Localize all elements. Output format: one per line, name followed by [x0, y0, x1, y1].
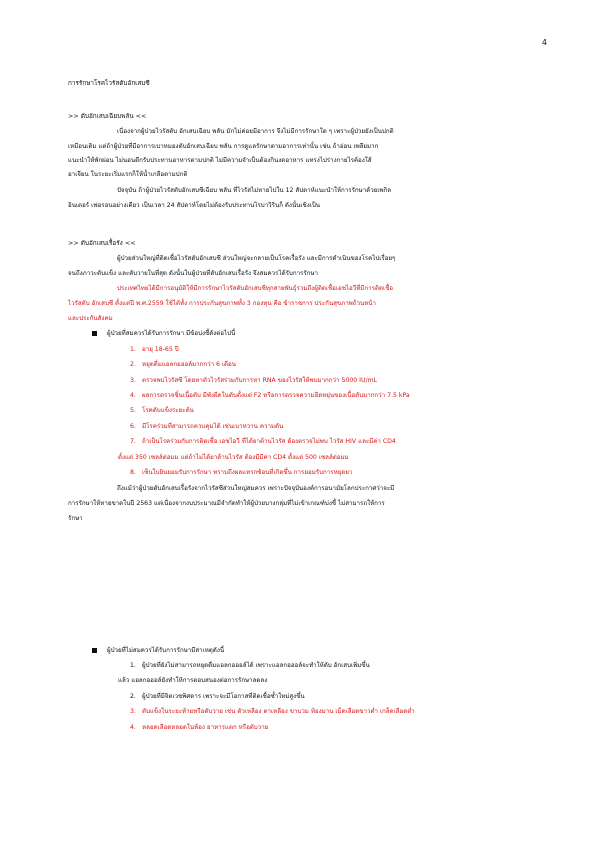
- criteria-item: 1. อายุ 18-65 ปี: [130, 346, 179, 353]
- highlight-paragraph-line: ไวรัสตับ อักเสบซี ตั้งแต่ปี พ.ศ.2559 ใช้ได้ทั้ง การประกันสุขภาพทั้ง 3 กองทุน คือ ข้าราชการ ประกันสุขภาพถ้วนหน้า: [68, 300, 376, 307]
- exclusion-item: 2. ผู้ป่วยที่มีจิตเวชพิศดาร เพราะจะมีโอกาสที่ติดเชื้อซ้ำใหม่สูงขึ้น: [130, 693, 305, 700]
- criteria-item: 5. โรคตับแข็งระยะต้น: [130, 407, 194, 414]
- document-title: การรักษาโรคไวรัสตับอักเสบซี: [68, 79, 150, 87]
- exclusion-item: 3. ตับแข็งในระยะท้ายหรือตับวาย เช่น ตัวเหลือง ตาเหลือง ขาบวม ท้องมาน เม็ดเลือดขาวต่ำ เกล็ดเลือดต่ำ: [130, 708, 415, 715]
- criteria-heading: ผู้ป่วยที่สมควรได้รับการรักษา มีข้อบ่งชี้ดังต่อไปนี้: [107, 330, 236, 337]
- criteria-item: 7. ถ้าเป็นโรคร่วมกับการติดเชื้อ เอชไอวี ที่ได้ยาต้านไวรัส ต้องตรวจไม่พบ ไวรัส HIV และมีค่า CD4: [130, 438, 396, 445]
- criteria-item-continuation: ตั้งแต่ 350 เซลล์ต่อมม แต่ถ้าไม่ได้ยาต้านไวรัส ต้องมีมีค่า CD4 ตั้งแต่ 500 เซลล์ต่อมม: [118, 454, 349, 461]
- criteria-item: 3. ตรวจพบไวรัสซี โดยหาตัวไวรัสร่วมกับการหา RNA ของไวรัสให้พบมากกว่า 5000 IU/mL: [130, 377, 378, 384]
- criteria-item: 8. เซ็นใบยินยอมรับการรักษา ทราบถึงผลแทรกซ้อนที่เกิดขึ้น การยอมรับการหยุดยา: [130, 469, 353, 476]
- bullet-icon: [92, 648, 97, 653]
- paragraph-line: รักษา: [68, 515, 83, 522]
- exclusion-item: 1. ผู้ป่วยที่ยังไม่สามารถหยุดดื่มแอลกอฮอล์ได้ เพราะแอลกอฮอล์จะทำให้ตับ อักเสบเพิ่มขึ้น: [130, 662, 370, 669]
- exclusion-item-continuation: แล้ว แอลกอฮอล์ยังทำให้การตอบสนองต่อการรักษาลดลง: [118, 677, 268, 684]
- paragraph-line: เหมือนเดิม แต่ถ้าผู้ป่วยที่มีอาการเบาหมองตับอักเสบเฉียบ พลัน การดูแลรักษาตามอาการเท่านั้น เช่น ถ้าอ่อน เพลียมาก: [68, 143, 379, 150]
- criteria-item: 6. มีโรคร่วมที่สามารถควบคุมได้ เช่นเบาหวาน ความดัน: [130, 423, 284, 430]
- paragraph-line: อาเจียน ในระยะเริ่มแรกก็ให้น้ำเกลือตามปกติ: [68, 171, 188, 178]
- page-number: 4: [541, 38, 547, 47]
- highlight-paragraph-line: และประกันสังคม: [68, 315, 113, 322]
- paragraph-line: แนะนำให้พักผ่อน ไม่นอนดึกรับประทานอาหารตามปกติ ไม่มีความจำเป็นต้องกินงดอาหาร แทรงไปร่างกายไรค้องใส้: [68, 157, 372, 164]
- paragraph-line: จนถึงภาวะตับแข็ง และตับวายในที่สุด ดังนั้นในผู้ป่วยที่ตับอักเสบเรื้อรัง จึงสมควรได้รับการรักษา: [68, 270, 319, 277]
- paragraph-line: ถึงแม้ว่าผู้ป่วยตับอักเสบเรื้อรังจากไวรัสซีส่วนใหญ่สมควร เพราะปัจจุบันองค์การอนามัยโลกประกาศว่าจะมี: [117, 485, 395, 492]
- paragraph-line: การรักษาให้หายขาดในปี 2563 แต่เนื่องจากงบประมาณมีจำกัดทำให้ผู้ป่วยบางกลุ่มที่ไม่เข้าเกณฑ์บ่งชี้ ไม่สามารถให้การ: [68, 500, 385, 507]
- exclusion-heading: ผู้ป่วยที่ไม่สมควรได้รับการรักษามีสาเหตุดังนี้: [107, 647, 225, 654]
- section-heading-chronic: >> ตับอักเสบเรื้อรัง <<: [68, 239, 136, 247]
- bullet-icon: [92, 331, 97, 336]
- section-heading-acute: >> ตับอักเสบเฉียบพลัน <<: [68, 112, 147, 120]
- highlight-paragraph-line: ประเทศไทยได้มีการอนุมัติให้มีการรักษาไวรัสตับอักเสบซีทุกสายพันธุ์รวมถึงผู้ติดเชื้อเอชไอวีที่มีการติดเชื้อ: [117, 285, 393, 292]
- exclusion-item: 4. หลอดเลือดหลอดในท้อง อาหารแตก หรือตับวาย: [130, 724, 269, 731]
- criteria-item: 4. ผลการตรวจชิ้นเนื้อตับ มีพังผืดในตับตั้งแต่ F2 หรือการตรวจความยืดหยุ่นของเนื้อตับมากกว่า 7.5 kPa: [130, 392, 410, 399]
- paragraph-line: ปัจจุบัน ถ้าผู้ป่วยไวรัสตับอักเสบซีเฉียบ พลัน ที่ไวรัสไม่หายไปใน 12 สัปดาห์แนะนำให้การรักษาด้วยเพกิล: [117, 187, 392, 194]
- paragraph-line: เนื่องจากผู้ป่วยไวรัสตับ อักเสบเฉียบ พลัน มักไม่ค่อยมีอาการ จึงไม่มีการรักษาใด ๆ เพราะผู้ป่วยยังเป็นปกติ: [117, 128, 394, 135]
- criteria-item: 2. หยุดดื่มแอลกอฮอล์มากกว่า 6 เดือน: [130, 361, 237, 368]
- paragraph-line: อินเตอร์ เฟอรอนอย่างเดียว เป็นเวลา 24 สัปดาห์โดยไม่ต้องรับประทานไรบาวิรินก็ ดังนั้นเชิงเป็น: [68, 202, 321, 209]
- paragraph-line: ผู้ป่วยส่วนใหญ่ที่ติดเชื้อไวรัสตับอักเสบซี ส่วนใหญ่จะกลายเป็นโรคเรื้อรัง และมีการดำเนินของโรคไปเรื่อยๆ: [117, 255, 396, 262]
